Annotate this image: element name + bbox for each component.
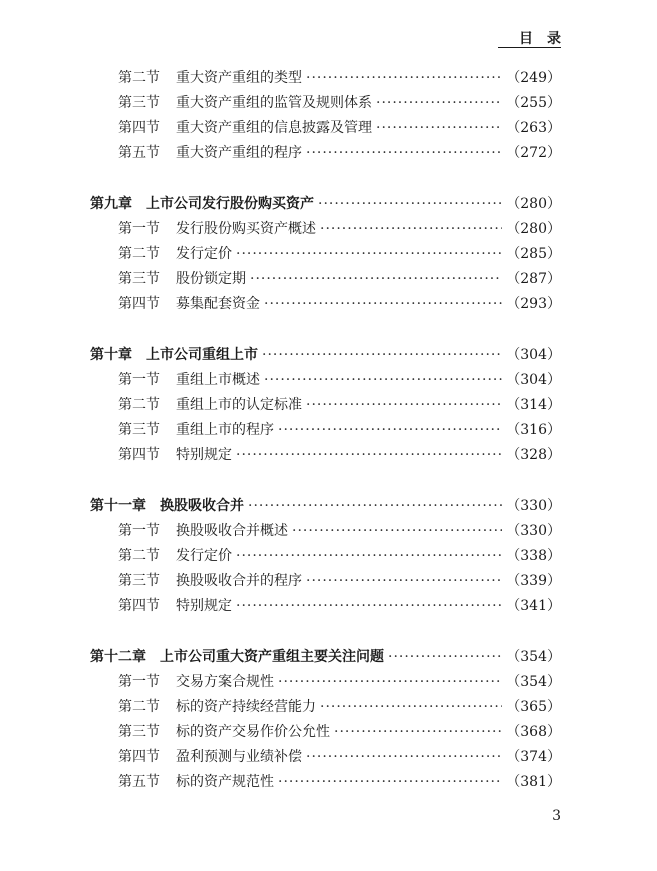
chapter-page-number: （304） bbox=[506, 347, 561, 363]
toc-section-entry bbox=[90, 217, 561, 242]
toc-chapter-entry bbox=[90, 343, 561, 368]
section-page-number: （316） bbox=[506, 422, 561, 438]
section-title: 特别规定 bbox=[176, 598, 232, 614]
section-label: 第三节 bbox=[118, 724, 160, 740]
chapter-label: 第十章 bbox=[90, 347, 132, 363]
section-page-number: （381） bbox=[506, 774, 561, 790]
section-label: 第二节 bbox=[118, 699, 160, 715]
toc-section-entry bbox=[90, 242, 561, 267]
toc-section-entry bbox=[90, 443, 561, 468]
section-label: 第五节 bbox=[118, 774, 160, 790]
chapter-title: 上市公司发行股份购买资产 bbox=[146, 196, 314, 212]
section-label: 第一节 bbox=[118, 372, 160, 388]
toc-section-entry bbox=[90, 368, 561, 393]
section-page-number: （280） bbox=[506, 221, 561, 237]
section-label: 第四节 bbox=[118, 598, 160, 614]
section-title: 交易方案合规性 bbox=[176, 674, 274, 690]
section-title: 换股吸收合并概述 bbox=[176, 523, 288, 539]
section-page-number: （285） bbox=[506, 246, 561, 262]
dot-leader bbox=[236, 594, 502, 619]
section-label: 第二节 bbox=[118, 70, 160, 86]
chapter-label: 第十二章 bbox=[90, 649, 146, 665]
section-page-number: （374） bbox=[506, 749, 561, 765]
toc-section-entry bbox=[90, 141, 561, 166]
section-page-number: （287） bbox=[506, 271, 561, 287]
section-title: 发行定价 bbox=[176, 548, 232, 564]
toc-chapter-entry bbox=[90, 192, 561, 217]
section-label: 第四节 bbox=[118, 749, 160, 765]
dot-leader bbox=[320, 695, 502, 720]
dot-leader bbox=[320, 217, 502, 242]
header-rule bbox=[498, 47, 561, 48]
section-title: 标的资产规范性 bbox=[176, 774, 274, 790]
section-title: 股份锁定期 bbox=[176, 271, 246, 287]
toc-chapter-group bbox=[90, 645, 561, 795]
chapter-title: 上市公司重组上市 bbox=[146, 347, 258, 363]
section-title: 重大资产重组的监管及规则体系 bbox=[176, 95, 372, 111]
section-page-number: （293） bbox=[506, 296, 561, 312]
section-page-number: （328） bbox=[506, 447, 561, 463]
section-label: 第二节 bbox=[118, 397, 160, 413]
section-title: 发行定价 bbox=[176, 246, 232, 262]
section-label: 第五节 bbox=[118, 145, 160, 161]
toc-section-entry bbox=[90, 418, 561, 443]
dot-leader bbox=[262, 343, 502, 368]
chapter-label: 第九章 bbox=[90, 196, 132, 212]
page-number: 3 bbox=[552, 808, 561, 824]
dot-leader bbox=[306, 141, 502, 166]
chapter-page-number: （354） bbox=[506, 649, 561, 665]
toc-section-entry bbox=[90, 267, 561, 292]
header-title: 目 录 bbox=[519, 31, 561, 47]
dot-leader bbox=[306, 569, 502, 594]
section-label: 第四节 bbox=[118, 447, 160, 463]
toc-continued-group bbox=[90, 66, 561, 166]
toc-chapter-entry bbox=[90, 645, 561, 670]
section-title: 盈利预测与业绩补偿 bbox=[176, 749, 302, 765]
dot-leader bbox=[306, 66, 502, 91]
section-page-number: （272） bbox=[506, 145, 561, 161]
dot-leader bbox=[278, 770, 502, 795]
chapter-page-number: （330） bbox=[506, 498, 561, 514]
section-page-number: （330） bbox=[506, 523, 561, 539]
section-title: 标的资产持续经营能力 bbox=[176, 699, 316, 715]
toc-section-entry bbox=[90, 770, 561, 795]
toc-section-entry bbox=[90, 569, 561, 594]
section-label: 第二节 bbox=[118, 548, 160, 564]
section-page-number: （255） bbox=[506, 95, 561, 111]
section-title: 发行股份购买资产概述 bbox=[176, 221, 316, 237]
section-page-number: （338） bbox=[506, 548, 561, 564]
section-title: 标的资产交易作价公允性 bbox=[176, 724, 330, 740]
chapter-title: 上市公司重大资产重组主要关注问题 bbox=[160, 649, 384, 665]
dot-leader bbox=[264, 368, 502, 393]
section-page-number: （341） bbox=[506, 598, 561, 614]
running-header bbox=[90, 28, 561, 48]
toc-section-entry bbox=[90, 116, 561, 141]
dot-leader bbox=[250, 267, 502, 292]
dot-leader bbox=[376, 116, 502, 141]
section-title: 换股吸收合并的程序 bbox=[176, 573, 302, 589]
section-label: 第三节 bbox=[118, 95, 160, 111]
section-title: 重大资产重组的类型 bbox=[176, 70, 302, 86]
dot-leader bbox=[388, 645, 502, 670]
dot-leader bbox=[264, 292, 502, 317]
toc-section-entry bbox=[90, 720, 561, 745]
toc-section-entry bbox=[90, 544, 561, 569]
dot-leader bbox=[278, 418, 502, 443]
section-page-number: （354） bbox=[506, 674, 561, 690]
toc-section-entry bbox=[90, 695, 561, 720]
section-title: 重大资产重组的程序 bbox=[176, 145, 302, 161]
toc-chapter-entry bbox=[90, 494, 561, 519]
section-label: 第三节 bbox=[118, 271, 160, 287]
section-page-number: （249） bbox=[506, 70, 561, 86]
toc-section-entry bbox=[90, 519, 561, 544]
section-title: 重组上市的认定标准 bbox=[176, 397, 302, 413]
section-label: 第三节 bbox=[118, 422, 160, 438]
section-page-number: （314） bbox=[506, 397, 561, 413]
dot-leader bbox=[306, 393, 502, 418]
section-label: 第二节 bbox=[118, 246, 160, 262]
section-page-number: （368） bbox=[506, 724, 561, 740]
dot-leader bbox=[292, 519, 502, 544]
section-page-number: （339） bbox=[506, 573, 561, 589]
section-page-number: （263） bbox=[506, 120, 561, 136]
toc-section-entry bbox=[90, 393, 561, 418]
section-page-number: （365） bbox=[506, 699, 561, 715]
section-title: 重大资产重组的信息披露及管理 bbox=[176, 120, 372, 136]
dot-leader bbox=[236, 242, 502, 267]
chapter-label: 第十一章 bbox=[90, 498, 146, 514]
section-title: 特别规定 bbox=[176, 447, 232, 463]
toc-section-entry bbox=[90, 745, 561, 770]
toc-section-entry bbox=[90, 66, 561, 91]
section-label: 第一节 bbox=[118, 523, 160, 539]
dot-leader bbox=[306, 745, 502, 770]
section-title: 重组上市概述 bbox=[176, 372, 260, 388]
toc-chapter-group bbox=[90, 494, 561, 619]
dot-leader bbox=[334, 720, 502, 745]
section-label: 第四节 bbox=[118, 120, 160, 136]
toc-section-entry bbox=[90, 594, 561, 619]
toc-section-entry bbox=[90, 670, 561, 695]
dot-leader bbox=[236, 443, 502, 468]
toc-chapter-group bbox=[90, 343, 561, 468]
dot-leader bbox=[278, 670, 502, 695]
section-label: 第一节 bbox=[118, 674, 160, 690]
dot-leader bbox=[236, 544, 502, 569]
section-label: 第三节 bbox=[118, 573, 160, 589]
section-label: 第四节 bbox=[118, 296, 160, 312]
dot-leader bbox=[318, 192, 502, 217]
chapter-title: 换股吸收合并 bbox=[160, 498, 244, 514]
dot-leader bbox=[376, 91, 502, 116]
dot-leader bbox=[248, 494, 502, 519]
toc-section-entry bbox=[90, 292, 561, 317]
section-page-number: （304） bbox=[506, 372, 561, 388]
section-title: 重组上市的程序 bbox=[176, 422, 274, 438]
toc-chapter-group bbox=[90, 192, 561, 317]
toc-section-entry bbox=[90, 91, 561, 116]
section-label: 第一节 bbox=[118, 221, 160, 237]
chapter-page-number: （280） bbox=[506, 196, 561, 212]
section-title: 募集配套资金 bbox=[176, 296, 260, 312]
table-of-contents bbox=[90, 66, 561, 795]
